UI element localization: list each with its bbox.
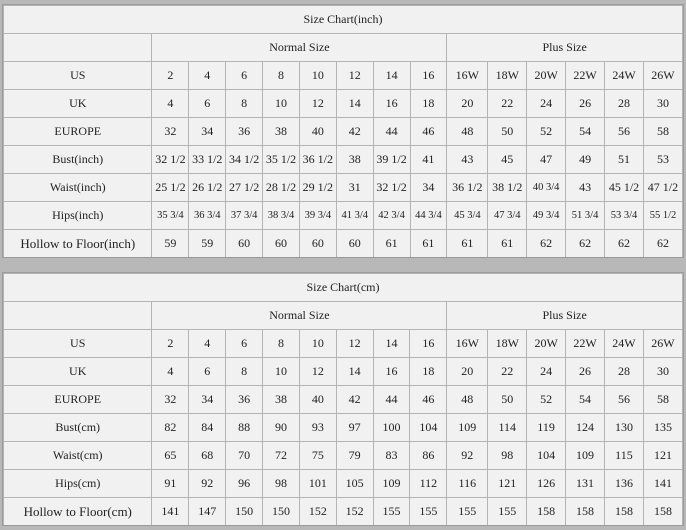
- cell: 48: [447, 386, 488, 414]
- cell: 4: [152, 90, 189, 118]
- cell: 16: [373, 90, 410, 118]
- row-label-us: US: [4, 62, 152, 90]
- cell: 91: [152, 470, 189, 498]
- cell: 59: [152, 230, 189, 258]
- cell: 121: [643, 442, 682, 470]
- cell: 150: [226, 498, 263, 526]
- row-label-hollow-to-floor: Hollow to Floor(cm): [4, 498, 152, 526]
- cell: 98: [488, 442, 527, 470]
- cell: 96: [226, 470, 263, 498]
- cell: 35 1/2: [263, 146, 300, 174]
- row-label-hips: Hips(cm): [4, 470, 152, 498]
- cell: 30: [643, 90, 682, 118]
- row-label-hips: Hips(inch): [4, 202, 152, 230]
- cell: 2: [152, 62, 189, 90]
- cell: 8: [226, 358, 263, 386]
- cell: 12: [336, 62, 373, 90]
- cell: 54: [566, 386, 605, 414]
- cell: 35 3/4: [152, 202, 189, 230]
- row-label-uk: UK: [4, 358, 152, 386]
- cell: 124: [566, 414, 605, 442]
- cell: 38: [336, 146, 373, 174]
- cell: 51: [605, 146, 644, 174]
- cell: 20: [447, 358, 488, 386]
- cell: 14: [373, 62, 410, 90]
- cell: 51 3/4: [566, 202, 605, 230]
- cell: 135: [643, 414, 682, 442]
- cell: 36 3/4: [189, 202, 226, 230]
- cell: 52: [527, 118, 566, 146]
- size-chart-cm-body: [4, 274, 683, 526]
- row-label-waist: Waist(inch): [4, 174, 152, 202]
- cell: 36: [226, 386, 263, 414]
- cell: 47: [527, 146, 566, 174]
- cell: 8: [226, 90, 263, 118]
- cell: 18W: [488, 62, 527, 90]
- group-plus-size: Plus Size: [447, 34, 683, 62]
- cell: 18: [410, 358, 447, 386]
- table-row: [4, 442, 683, 470]
- cell: 158: [527, 498, 566, 526]
- cell: 158: [643, 498, 682, 526]
- cell: 79: [336, 442, 373, 470]
- cell: 98: [263, 470, 300, 498]
- cell: 93: [299, 414, 336, 442]
- cell: 39 3/4: [299, 202, 336, 230]
- cell: 114: [488, 414, 527, 442]
- cell: 45: [488, 146, 527, 174]
- cell: 25 1/2: [152, 174, 189, 202]
- cell: 44 3/4: [410, 202, 447, 230]
- cell: 2: [152, 330, 189, 358]
- chart-title-row: [4, 274, 683, 302]
- cell: 42: [336, 386, 373, 414]
- cell: 86: [410, 442, 447, 470]
- cell: 10: [263, 90, 300, 118]
- cell: 45 1/2: [605, 174, 644, 202]
- cell: 10: [299, 62, 336, 90]
- cell: 4: [152, 358, 189, 386]
- cell: 36 1/2: [447, 174, 488, 202]
- cell: 70: [226, 442, 263, 470]
- cell: 61: [410, 230, 447, 258]
- cell: 43: [566, 174, 605, 202]
- cell: 41 3/4: [336, 202, 373, 230]
- cell: 49: [566, 146, 605, 174]
- table-row: [4, 174, 683, 202]
- chart-title-row: [4, 6, 683, 34]
- cell: 26W: [643, 62, 682, 90]
- chart-title: Size Chart(inch): [4, 6, 683, 34]
- cell: 105: [336, 470, 373, 498]
- cell: 16: [410, 62, 447, 90]
- cell: 141: [152, 498, 189, 526]
- size-chart-inch-table: [3, 5, 683, 257]
- cell: 28: [605, 90, 644, 118]
- cell: 50: [488, 386, 527, 414]
- cell: 158: [566, 498, 605, 526]
- cell: 12: [336, 330, 373, 358]
- cell: 36 1/2: [299, 146, 336, 174]
- cell: 150: [263, 498, 300, 526]
- cell: 147: [189, 498, 226, 526]
- cell: 56: [605, 386, 644, 414]
- cell: 136: [605, 470, 644, 498]
- cell: 115: [605, 442, 644, 470]
- group-corner: [4, 34, 152, 62]
- cell: 47 3/4: [488, 202, 527, 230]
- cell: 46: [410, 118, 447, 146]
- cell: 53: [643, 146, 682, 174]
- cell: 61: [447, 230, 488, 258]
- cell: 54: [566, 118, 605, 146]
- cell: 112: [410, 470, 447, 498]
- cell: 109: [447, 414, 488, 442]
- table-row: [4, 358, 683, 386]
- cell: 4: [189, 62, 226, 90]
- cell: 46: [410, 386, 447, 414]
- row-label-europe: EUROPE: [4, 118, 152, 146]
- cell: 34: [189, 386, 226, 414]
- cell: 60: [299, 230, 336, 258]
- cell: 40: [299, 386, 336, 414]
- group-corner: [4, 302, 152, 330]
- cell: 16: [410, 330, 447, 358]
- cell: 60: [226, 230, 263, 258]
- table-row: [4, 118, 683, 146]
- cell: 6: [189, 358, 226, 386]
- size-chart-inch-body: [4, 6, 683, 258]
- cell: 28 1/2: [263, 174, 300, 202]
- row-label-europe: EUROPE: [4, 386, 152, 414]
- cell: 68: [189, 442, 226, 470]
- cell: 101: [299, 470, 336, 498]
- chart-title: Size Chart(cm): [4, 274, 683, 302]
- cell: 6: [189, 90, 226, 118]
- cell: 100: [373, 414, 410, 442]
- cell: 38 1/2: [488, 174, 527, 202]
- table-row: [4, 62, 683, 90]
- cell: 27 1/2: [226, 174, 263, 202]
- table-row: [4, 386, 683, 414]
- row-label-us: US: [4, 330, 152, 358]
- cell: 26: [566, 358, 605, 386]
- cell: 109: [566, 442, 605, 470]
- cell: 8: [263, 330, 300, 358]
- table-row: [4, 90, 683, 118]
- chart-divider: [2, 262, 684, 268]
- cell: 29 1/2: [299, 174, 336, 202]
- cell: 10: [299, 330, 336, 358]
- cell: 65: [152, 442, 189, 470]
- table-row: [4, 414, 683, 442]
- chart-group-row: [4, 34, 683, 62]
- cell: 60: [336, 230, 373, 258]
- cell: 92: [189, 470, 226, 498]
- cell: 53 3/4: [605, 202, 644, 230]
- cell: 45 3/4: [447, 202, 488, 230]
- cell: 36: [226, 118, 263, 146]
- table-row: [4, 202, 683, 230]
- cell: 22W: [566, 330, 605, 358]
- cell: 34: [410, 174, 447, 202]
- cell: 82: [152, 414, 189, 442]
- cell: 61: [373, 230, 410, 258]
- size-chart-cm-table: [3, 273, 683, 525]
- cell: 58: [643, 386, 682, 414]
- cell: 22W: [566, 62, 605, 90]
- cell: 50: [488, 118, 527, 146]
- cell: 83: [373, 442, 410, 470]
- cell: 42: [336, 118, 373, 146]
- cell: 16: [373, 358, 410, 386]
- cell: 32 1/2: [373, 174, 410, 202]
- cell: 16W: [447, 330, 488, 358]
- cell: 131: [566, 470, 605, 498]
- cell: 62: [605, 230, 644, 258]
- cell: 34: [189, 118, 226, 146]
- cell: 26W: [643, 330, 682, 358]
- cell: 18: [410, 90, 447, 118]
- cell: 116: [447, 470, 488, 498]
- cell: 38: [263, 386, 300, 414]
- cell: 44: [373, 386, 410, 414]
- cell: 88: [226, 414, 263, 442]
- cell: 22: [488, 358, 527, 386]
- cell: 12: [299, 358, 336, 386]
- group-normal-size: Normal Size: [152, 302, 447, 330]
- cell: 6: [226, 330, 263, 358]
- row-label-uk: UK: [4, 90, 152, 118]
- cell: 75: [299, 442, 336, 470]
- cell: 32: [152, 118, 189, 146]
- cell: 20W: [527, 62, 566, 90]
- row-label-hollow-to-floor: Hollow to Floor(inch): [4, 230, 152, 258]
- cell: 20W: [527, 330, 566, 358]
- cell: 8: [263, 62, 300, 90]
- cell: 28: [605, 358, 644, 386]
- cell: 61: [488, 230, 527, 258]
- cell: 34 1/2: [226, 146, 263, 174]
- cell: 119: [527, 414, 566, 442]
- cell: 14: [336, 358, 373, 386]
- cell: 32: [152, 386, 189, 414]
- cell: 22: [488, 90, 527, 118]
- row-label-bust: Bust(cm): [4, 414, 152, 442]
- cell: 38 3/4: [263, 202, 300, 230]
- cell: 104: [410, 414, 447, 442]
- cell: 104: [527, 442, 566, 470]
- cell: 52: [527, 386, 566, 414]
- cell: 41: [410, 146, 447, 174]
- cell: 56: [605, 118, 644, 146]
- group-plus-size: Plus Size: [447, 302, 683, 330]
- group-normal-size: Normal Size: [152, 34, 447, 62]
- cell: 47 1/2: [643, 174, 682, 202]
- cell: 24: [527, 358, 566, 386]
- cell: 33 1/2: [189, 146, 226, 174]
- cell: 42 3/4: [373, 202, 410, 230]
- table-row: [4, 498, 683, 526]
- cell: 24W: [605, 62, 644, 90]
- cell: 155: [447, 498, 488, 526]
- cell: 31: [336, 174, 373, 202]
- cell: 121: [488, 470, 527, 498]
- cell: 30: [643, 358, 682, 386]
- cell: 44: [373, 118, 410, 146]
- table-row: [4, 470, 683, 498]
- cell: 16W: [447, 62, 488, 90]
- cell: 90: [263, 414, 300, 442]
- cell: 84: [189, 414, 226, 442]
- cell: 6: [226, 62, 263, 90]
- cell: 97: [336, 414, 373, 442]
- cell: 62: [527, 230, 566, 258]
- cell: 158: [605, 498, 644, 526]
- table-row: [4, 146, 683, 174]
- row-label-bust: Bust(inch): [4, 146, 152, 174]
- table-row: [4, 330, 683, 358]
- cell: 59: [189, 230, 226, 258]
- cell: 40 3/4: [527, 174, 566, 202]
- cell: 39 1/2: [373, 146, 410, 174]
- cell: 10: [263, 358, 300, 386]
- cell: 49 3/4: [527, 202, 566, 230]
- size-chart-inch-block: [2, 4, 684, 258]
- cell: 58: [643, 118, 682, 146]
- cell: 26: [566, 90, 605, 118]
- cell: 62: [566, 230, 605, 258]
- cell: 38: [263, 118, 300, 146]
- cell: 37 3/4: [226, 202, 263, 230]
- cell: 126: [527, 470, 566, 498]
- cell: 92: [447, 442, 488, 470]
- cell: 24: [527, 90, 566, 118]
- chart-group-row: [4, 302, 683, 330]
- cell: 26 1/2: [189, 174, 226, 202]
- cell: 152: [299, 498, 336, 526]
- cell: 62: [643, 230, 682, 258]
- row-label-waist: Waist(cm): [4, 442, 152, 470]
- cell: 130: [605, 414, 644, 442]
- cell: 12: [299, 90, 336, 118]
- cell: 4: [189, 330, 226, 358]
- cell: 72: [263, 442, 300, 470]
- cell: 109: [373, 470, 410, 498]
- cell: 18W: [488, 330, 527, 358]
- cell: 155: [488, 498, 527, 526]
- size-chart-cm-block: [2, 272, 684, 526]
- cell: 155: [410, 498, 447, 526]
- cell: 55 1/2: [643, 202, 682, 230]
- cell: 32 1/2: [152, 146, 189, 174]
- cell: 14: [373, 330, 410, 358]
- cell: 20: [447, 90, 488, 118]
- cell: 43: [447, 146, 488, 174]
- cell: 24W: [605, 330, 644, 358]
- cell: 14: [336, 90, 373, 118]
- cell: 152: [336, 498, 373, 526]
- cell: 155: [373, 498, 410, 526]
- cell: 60: [263, 230, 300, 258]
- cell: 141: [643, 470, 682, 498]
- table-row: [4, 230, 683, 258]
- cell: 48: [447, 118, 488, 146]
- cell: 40: [299, 118, 336, 146]
